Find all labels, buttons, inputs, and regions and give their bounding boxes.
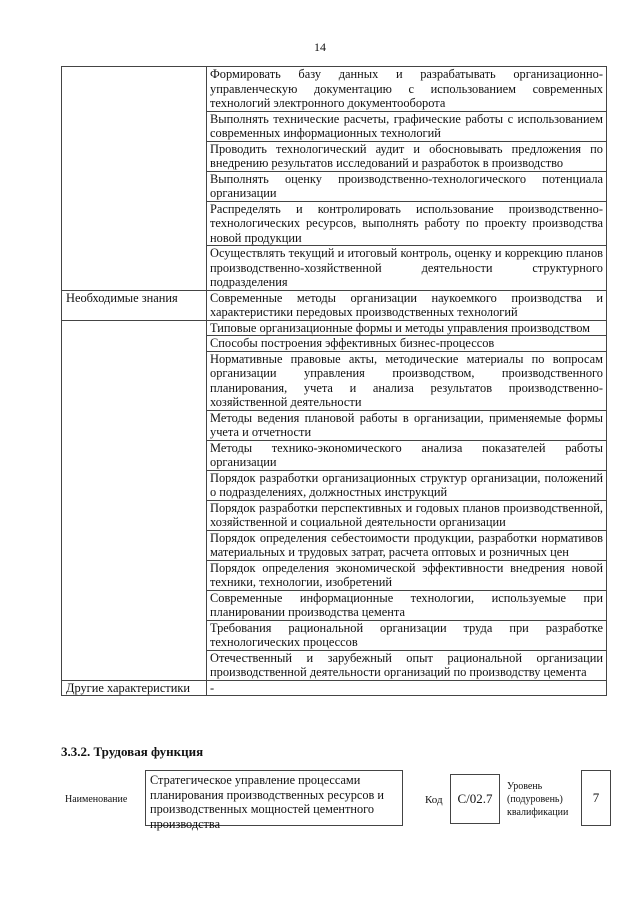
row-text: Распределять и контролировать использование производственно-технологических ресурсов, выполнять работу по проекту производства новой продукции <box>207 201 607 246</box>
row-text: Требования рациональной организации труда при разработке технологических процессов <box>207 620 607 650</box>
row-label <box>62 67 207 112</box>
row-label <box>62 111 207 141</box>
row-text: Нормативные правовые акты, методические материалы по вопросам организации управления производством, производственного планирования, учета и анализа результатов производственно-хозяйственной деятельности <box>207 351 607 410</box>
table-row <box>62 500 607 530</box>
row-text: Порядок определения экономической эффективности внедрения новой техники, технологии, изобретений <box>207 560 607 590</box>
qualification-level-value: 7 <box>581 770 611 826</box>
table-row <box>62 111 607 141</box>
table-row <box>62 560 607 590</box>
row-text: Современные методы организации наукоемкого производства и характеристики передовых производственных технологий <box>207 290 607 320</box>
table-row <box>62 530 607 560</box>
table-row <box>62 680 607 696</box>
row-text: Выполнять технические расчеты, графические работы с использованием современных информационных технологий <box>207 111 607 141</box>
table-row <box>62 620 607 650</box>
table-row <box>62 650 607 680</box>
row-text: Способы построения эффективных бизнес-процессов <box>207 336 607 352</box>
row-label <box>62 440 207 470</box>
row-label <box>62 141 207 171</box>
table-row <box>62 141 607 171</box>
row-label <box>62 650 207 680</box>
row-label <box>62 320 207 336</box>
row-text: Формировать базу данных и разрабатывать организационно-управленческую документацию с использованием современных технологий электронного документооборота <box>207 67 607 112</box>
competencies-table <box>61 66 607 696</box>
row-label <box>62 351 207 410</box>
row-text: Методы ведения плановой работы в организации, применяемые формы учета и отчетности <box>207 410 607 440</box>
table-row <box>62 320 607 336</box>
row-label <box>62 500 207 530</box>
row-label <box>62 336 207 352</box>
table-row <box>62 171 607 201</box>
row-text: Порядок разработки организационных структур организации, положений о подразделениях, должностных инструкций <box>207 470 607 500</box>
row-text: Выполнять оценку производственно-технологического потенциала организации <box>207 171 607 201</box>
code-value: C/02.7 <box>450 774 500 824</box>
name-label: Наименование <box>65 794 128 805</box>
row-text: Проводить технологический аудит и обосновывать предложения по внедрению результатов исследований и разработок в производство <box>207 141 607 171</box>
row-label <box>62 530 207 560</box>
table-row <box>62 246 607 291</box>
table-row <box>62 470 607 500</box>
row-text: Порядок определения себестоимости продукции, разработки нормативов материальных и трудовых затрат, расчета оптовых и розничных цен <box>207 530 607 560</box>
table-row <box>62 590 607 620</box>
row-label <box>62 470 207 500</box>
row-label <box>62 560 207 590</box>
qualification-level-label: Уровень (подуровень) квалификации <box>507 781 569 818</box>
row-text: Типовые организационные формы и методы управления производством <box>207 320 607 336</box>
table-row <box>62 410 607 440</box>
section-heading: 3.3.2. Трудовая функция <box>61 744 204 759</box>
row-label <box>62 410 207 440</box>
row-text: Отечественный и зарубежный опыт рациональной организации производственной деятельности организаций по производству цемента <box>207 650 607 680</box>
row-text: Методы технико-экономического анализа показателей работы организации <box>207 440 607 470</box>
row-text: Осуществлять текущий и итоговый контроль, оценку и коррекцию планов производственно-хозяйственной деятельности структурного подразделения <box>207 246 607 291</box>
row-label <box>62 620 207 650</box>
row-label <box>62 246 207 291</box>
row-label: Необходимые знания <box>62 290 207 320</box>
row-label <box>62 201 207 246</box>
table-row <box>62 440 607 470</box>
table-row <box>62 290 607 320</box>
page-number: 14 <box>314 40 326 54</box>
table-row <box>62 336 607 352</box>
row-label <box>62 171 207 201</box>
row-text: - <box>207 680 607 696</box>
labor-function-header <box>61 770 611 830</box>
row-text: Порядок разработки перспективных и годовых планов производственной, хозяйственной и социальной деятельности организации <box>207 500 607 530</box>
table-row <box>62 67 607 112</box>
table-row <box>62 351 607 410</box>
labor-function-name: Стратегическое управление процессами планирования производственных ресурсов и производственных мощностей цементного производства <box>145 770 403 826</box>
row-text: Современные информационные технологии, используемые при планировании производства цемента <box>207 590 607 620</box>
row-label <box>62 590 207 620</box>
code-label: Код <box>425 794 443 806</box>
row-label: Другие характеристики <box>62 680 207 696</box>
table-row <box>62 201 607 246</box>
